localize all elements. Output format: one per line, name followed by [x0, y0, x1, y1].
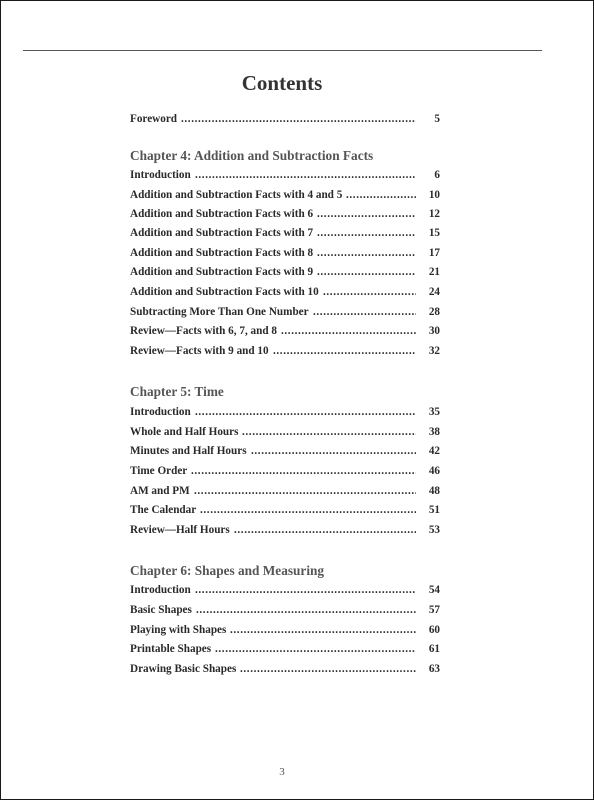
toc-entry-page: 61: [416, 643, 440, 655]
toc-entry-page: 46: [416, 465, 440, 477]
dot-leader: [196, 604, 416, 616]
toc-entry-page: 32: [416, 345, 440, 357]
dot-leader: [323, 286, 416, 298]
toc-entry-label: Addition and Subtraction Facts with 7: [130, 227, 316, 239]
toc-entry-page: 28: [416, 306, 440, 318]
toc-entry-label: Printable Shapes: [130, 643, 214, 655]
toc-entry-label: Foreword: [130, 113, 180, 125]
header-rule: [23, 50, 542, 51]
toc-entry-page: 35: [416, 406, 440, 418]
toc-entry-label: Addition and Subtraction Facts with 9: [130, 266, 316, 278]
toc-entry: [130, 345, 440, 359]
toc-entry-label: AM and PM: [130, 485, 193, 497]
toc-entry-page: 6: [416, 169, 440, 181]
toc-entry-page: 5: [416, 113, 440, 125]
dot-leader: [317, 227, 416, 239]
dot-leader: [317, 247, 416, 259]
dot-leader: [313, 306, 416, 318]
chapter-heading: Chapter 4: Addition and Subtraction Facts: [130, 148, 374, 163]
toc-entry-label: Minutes and Half Hours: [130, 445, 250, 457]
dot-leader: [195, 584, 416, 596]
toc-entry-label: Subtracting More Than One Number: [130, 306, 312, 318]
toc-entry-label: Introduction: [130, 169, 194, 181]
toc-entry-label: Addition and Subtraction Facts with 6: [130, 208, 316, 220]
dot-leader: [242, 426, 416, 438]
dot-leader: [191, 465, 416, 477]
dot-leader: [240, 663, 416, 675]
toc-entry: [130, 208, 440, 222]
dot-leader: [195, 169, 416, 181]
toc-entry: [130, 426, 440, 440]
toc-entry: [130, 266, 440, 280]
toc-entry: [130, 286, 440, 300]
dot-leader: [181, 113, 416, 125]
toc-entry: [130, 406, 440, 420]
toc-entry-page: 30: [416, 325, 440, 337]
toc-entry-label: Review—Facts with 9 and 10: [130, 345, 272, 357]
toc-entry: [130, 465, 440, 479]
toc-entry: [130, 604, 440, 618]
dot-leader: [317, 266, 416, 278]
toc-entry-page: 51: [416, 504, 440, 516]
dot-leader: [195, 406, 416, 418]
toc-entry-label: The Calendar: [130, 504, 199, 516]
page-number: 3: [279, 766, 285, 778]
toc-entry-foreword: [130, 113, 440, 127]
dot-leader: [317, 208, 416, 220]
toc-entry: [130, 169, 440, 183]
toc-entry: [130, 663, 440, 677]
toc-entry-page: 53: [416, 524, 440, 536]
toc-entry-page: 17: [416, 247, 440, 259]
toc-entry: [130, 325, 440, 339]
chapter-heading: Chapter 5: Time: [130, 384, 224, 399]
toc-entry-page: 42: [416, 445, 440, 457]
toc-entry-page: 57: [416, 604, 440, 616]
dot-leader: [215, 643, 416, 655]
dot-leader: [234, 524, 416, 536]
toc-entry-label: Playing with Shapes: [130, 624, 229, 636]
toc-entry-page: 63: [416, 663, 440, 675]
toc-entry: [130, 524, 440, 538]
toc-entry-page: 38: [416, 426, 440, 438]
toc-entry-page: 10: [416, 189, 440, 201]
page-title: Contents: [241, 71, 323, 95]
toc-entry: [130, 445, 440, 459]
toc-entry: [130, 306, 440, 320]
toc-entry: [130, 584, 440, 598]
toc-entry-label: Addition and Subtraction Facts with 8: [130, 247, 316, 259]
toc-entry-label: Addition and Subtraction Facts with 10: [130, 286, 322, 298]
toc-entry-label: Review—Half Hours: [130, 524, 233, 536]
chapter-heading: Chapter 6: Shapes and Measuring: [130, 563, 325, 578]
dot-leader: [346, 189, 416, 201]
toc-entry-page: 12: [416, 208, 440, 220]
dot-leader: [281, 325, 416, 337]
toc-entry-page: 15: [416, 227, 440, 239]
toc-entry-label: Introduction: [130, 406, 194, 418]
toc-entry: [130, 485, 440, 499]
toc-entry-label: Drawing Basic Shapes: [130, 663, 239, 675]
toc-entry: [130, 227, 440, 241]
dot-leader: [273, 345, 416, 357]
dot-leader: [194, 485, 416, 497]
toc-entry-label: Whole and Half Hours: [130, 426, 241, 438]
toc-entry-label: Addition and Subtraction Facts with 4 and 5: [130, 189, 345, 201]
toc-entry-label: Basic Shapes: [130, 604, 195, 616]
toc-entry: [130, 643, 440, 657]
toc-entry-page: 48: [416, 485, 440, 497]
toc-entry: [130, 189, 440, 203]
toc-entry: [130, 504, 440, 518]
toc-entry: [130, 624, 440, 638]
toc-entry-page: 21: [416, 266, 440, 278]
toc-entry-page: 54: [416, 584, 440, 596]
dot-leader: [230, 624, 416, 636]
toc-entry-page: 60: [416, 624, 440, 636]
toc-entry: [130, 247, 440, 261]
toc-entry-label: Time Order: [130, 465, 190, 477]
toc-entry-label: Review—Facts with 6, 7, and 8: [130, 325, 280, 337]
dot-leader: [200, 504, 416, 516]
toc-entry-page: 24: [416, 286, 440, 298]
toc-entry-label: Introduction: [130, 584, 194, 596]
dot-leader: [251, 445, 416, 457]
